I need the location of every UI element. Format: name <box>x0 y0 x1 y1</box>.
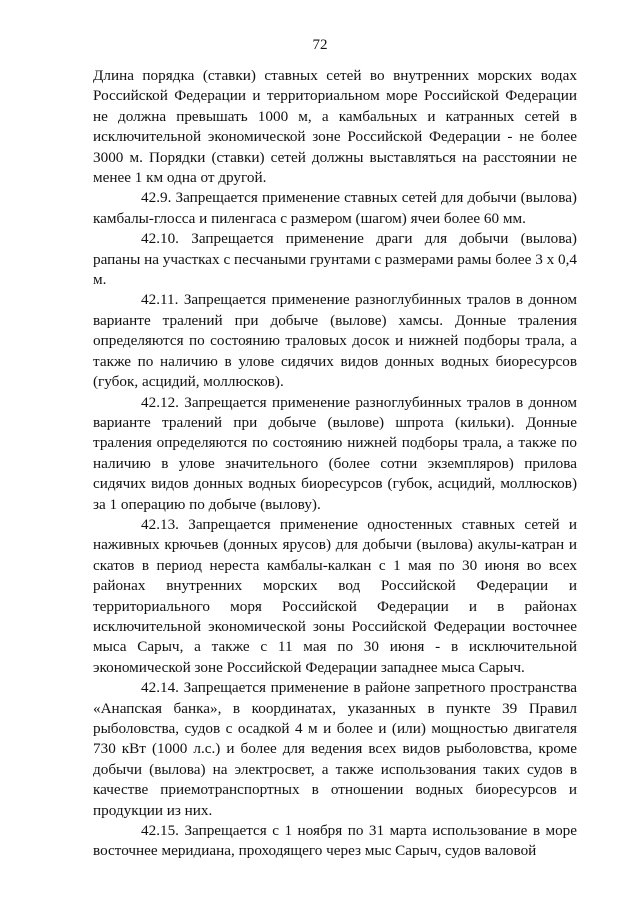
paragraph-42-15: 42.15. Запрещается с 1 ноября по 31 марта использование в море восточнее меридиана, проходящего через мыс Сарыч, судов валовой <box>93 822 577 860</box>
paragraph-42-9: 42.9. Запрещается применение ставных сетей для добычи (вылова) камбалы-глосса и пиленгаса с размером (шагом) ячеи более 60 мм. <box>93 189 577 227</box>
paragraph-42-13: 42.13. Запрещается применение одностенных ставных сетей и наживных крючьев (донных ярусов) для добычи (вылова) акулы-катран и скатов в период нереста камбалы-калкан с 1 мая по 30 июня во всех районах внутренних морских вод Российской Федерации и территориального моря Российской Федерации и в районах исключительной экономической зоны Российской Федерации восточнее мыса Сарыч, а также с 11 мая по 30 июня - в исключительной экономической зоне Российской Федерации западнее мыса Сарыч. <box>93 515 577 676</box>
paragraph-42-12: 42.12. Запрещается применение разноглубинных тралов в донном варианте тралений при добыче (вылове) шпрота (кильки). Донные траления определяются по состоянию нижней подборы трала, а также по наличию в улове значительного (более сотни экземпляров) прилова сидячих видов донных водных биоресурсов (губок, асцидий, моллюсков) за 1 операцию по добыче (вылову). <box>93 393 577 513</box>
paragraph-42-10: 42.10. Запрещается применение драги для добычи (вылова) рапаны на участках с песчаными грунтами с размерами рамы более 3 х 0,4 м. <box>93 230 577 289</box>
page-number: 72 <box>312 37 328 53</box>
paragraph-42-14: 42.14. Запрещается применение в районе запретного пространства «Анапская банка», в координатах, указанных в пункте 39 Правил рыболовства, судов с осадкой 4 м и более и (или) мощностью двигателя 730 кВт (1000 л.с.) и более для ведения всех видов рыболовства, кроме добычи (вылова) на электросвет, а также использования таких судов в качестве приемотранспортных в отношении водных биоресурсов и продукции из них. <box>93 679 577 819</box>
paragraph-continuation: Длина порядка (ставки) ставных сетей во внутренних морских водах Российской Федерации и территориальном море Российской Федерации не должна превышать 1000 м, а камбальных и катранных сетей в исключительной экономической зоне Российской Федерации - не более 3000 м. Порядки (ставки) сетей должны выставляться на расстоянии не менее 1 км одна от другой. <box>93 67 577 187</box>
paragraph-42-11: 42.11. Запрещается применение разноглубинных тралов в донном варианте тралений при добыче (вылове) хамсы. Донные траления определяются по состоянию траловых досок и нижней подборы трала, а также по наличию в улове сидячих видов донных водных биоресурсов (губок, асцидий, моллюсков). <box>93 291 577 391</box>
document-body <box>93 66 577 862</box>
